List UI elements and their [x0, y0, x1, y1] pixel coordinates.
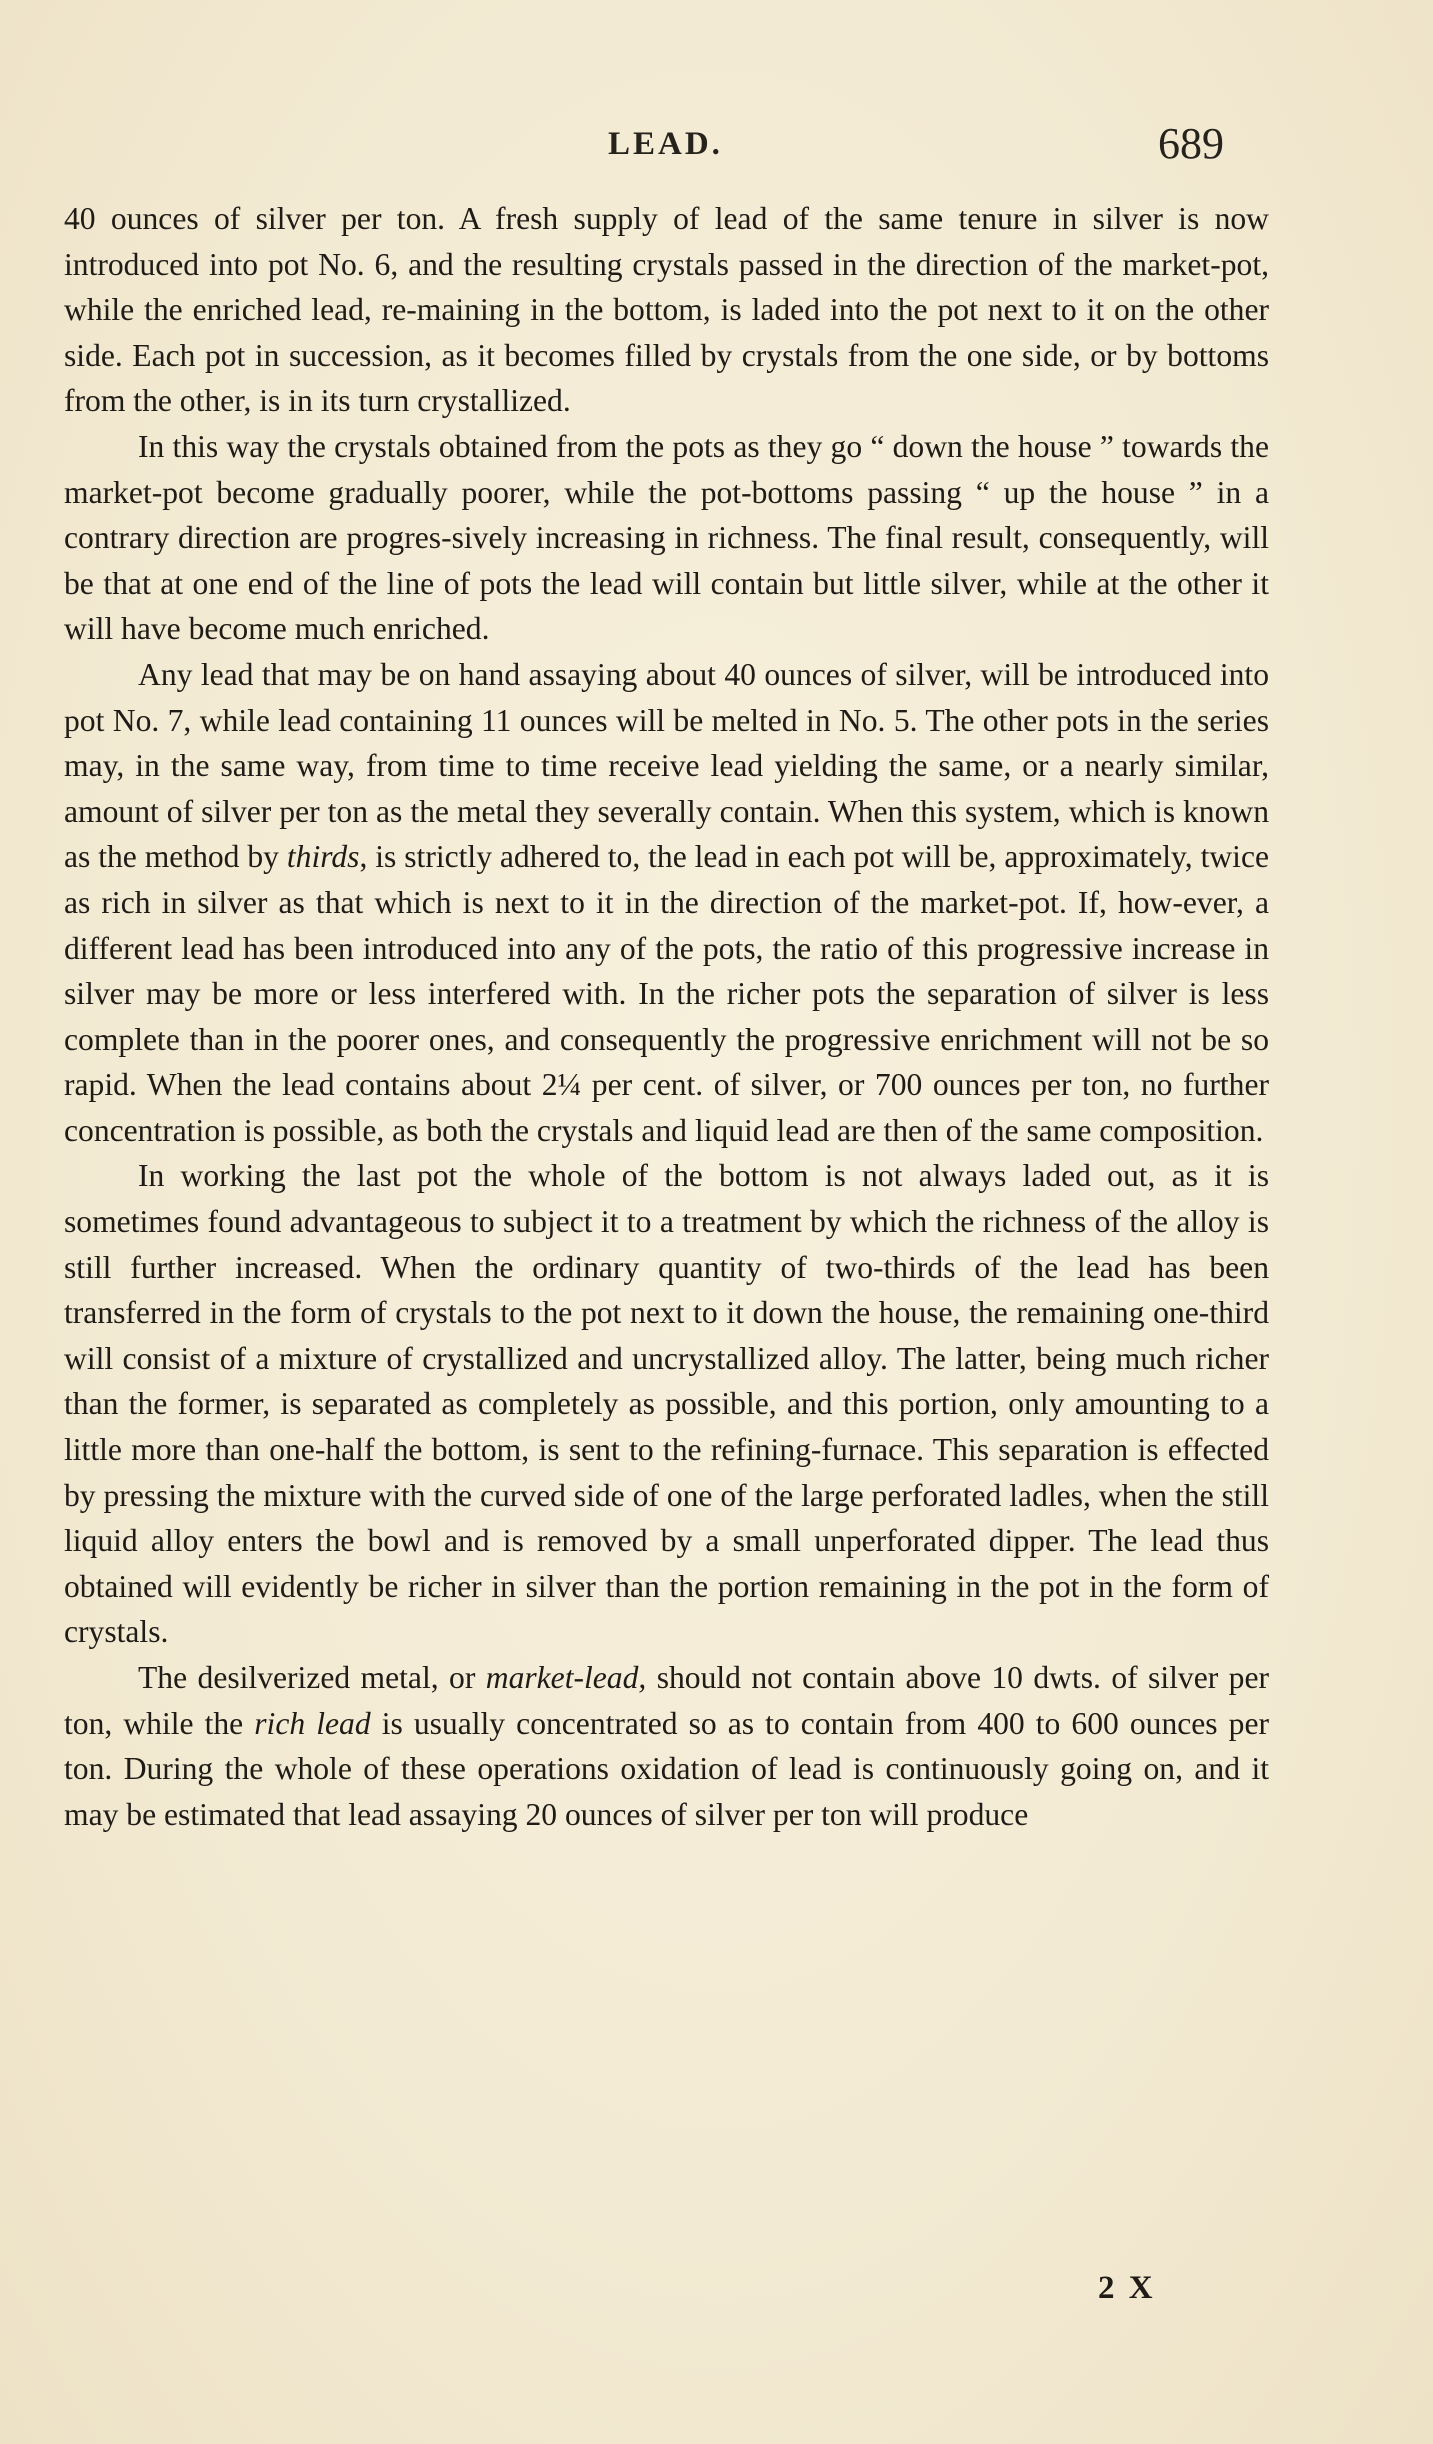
- paragraph-down-the-house: In this way the crystals obtained from the pots as they go “ down the house ” towards the market-pot become gradually poorer, while the pot-bottoms passing “ up the house ” in a contrary direction are progres-sively increasing in richness. The final result, consequently, will be that at one end of the line of pots the lead will contain but little silver, while at the other it will have become much enriched.: [64, 428, 1269, 647]
- paragraph-continuation: 40 ounces of silver per ton. A fresh supply of lead of the same tenure in silver is now introduced into pot No. 6, and the resulting crystals passed in the direction of the market-pot, while the enriched lead, re-maining in the bottom, is laded into the pot next to it on the other side. Each pot in succession, as it becomes filled by crystals from the one side, or by bottoms from the other, is in its turn crystallized.: [64, 201, 1269, 419]
- paragraph-text-segment: , is strictly adhered to, the lead in each pot will be, approximately, twice as rich in silver as that which is next to it in the direction of the market-pot. If, how-ever, a different lead has been introduced into any of the pots, the ratio of this progressive increase in silver may be more or less interfered with. In the richer pots the separation of silver is less complete than in the poorer ones, and consequently the progressive enrichment will not be so rapid. When the lead contains about 2¼ per cent. of silver, or 700 ounces per ton, no further concentration is possible, as both the crystals and liquid lead are then of the same composition.: [64, 839, 1269, 1148]
- paragraph-method-by-thirds: [64, 652, 1269, 1154]
- signature-mark: 2 X: [1098, 2270, 1156, 2306]
- italic-term-rich-lead: rich lead: [254, 1705, 371, 1741]
- running-title: LEAD.: [608, 126, 723, 162]
- body-text: [64, 196, 1269, 1837]
- paragraph-text-segment: The desilverized metal, or: [138, 1660, 476, 1695]
- running-head: [0, 118, 1433, 168]
- paragraph-desilverized-metal: [64, 1655, 1269, 1837]
- italic-term-thirds: thirds: [286, 839, 360, 875]
- italic-term-market-lead: market-lead,: [485, 1660, 647, 1695]
- paragraph-text-segment: should not contain above 10 dwts. of silver per ton, while the: [64, 1660, 1269, 1741]
- paragraph-text-segment: is usually concentrated so as to contain from 400 to 600 ounces per ton. During the whole of these operations oxidation of lead is continuously going on, and it may be estimated that lead assaying 20 ounces of silver per ton will produce: [64, 1705, 1270, 1832]
- paragraph-last-pot: In working the last pot the whole of the bottom is not always laded out, as it is sometimes found advantageous to subject it to a treatment by which the richness of the alloy is still further increased. When the ordinary quantity of two-thirds of the lead has been transferred in the form of crystals to the pot next to it down the house, the remaining one-third will consist of a mixture of crystallized and uncrystallized alloy. The latter, being much richer than the former, is separated as completely as possible, and this portion, only amounting to a little more than one-half the bottom, is sent to the refining-furnace. This separation is effected by pressing the mixture with the curved side of one of the large perforated ladles, when the still liquid alloy enters the bowl and is removed by a small unperforated dipper. The lead thus obtained will evidently be richer in silver than the portion remaining in the pot in the form of crystals.: [64, 1158, 1269, 1650]
- page-number: 689: [1158, 119, 1224, 168]
- paragraph-text-segment: Any lead that may be on hand assaying about 40 ounces of silver, will be introduced into pot No. 7, while lead containing 11 ounces will be melted in No. 5. The other pots in the series may, in the same way, from time to time receive lead yielding the same, or a nearly similar, amount of silver per ton as the metal they severally contain. When this system, which is known as the method by: [64, 656, 1269, 875]
